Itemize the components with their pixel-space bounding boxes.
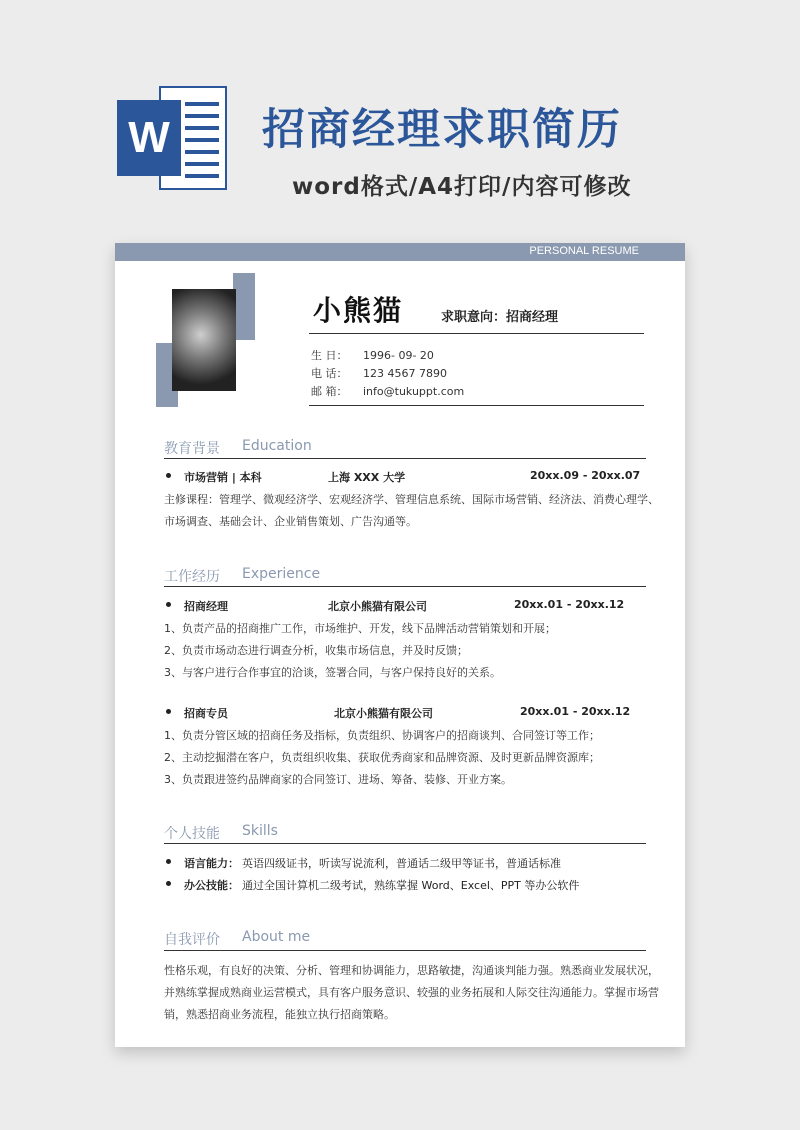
resume-tag: PERSONAL RESUME <box>529 245 639 257</box>
job-role: 招商经理 <box>184 600 228 613</box>
job-company: 北京小熊猫有限公司 <box>328 600 427 613</box>
info-value: info@tukuppt.com <box>363 385 465 398</box>
section-divider <box>164 843 646 844</box>
job-duty-line: 1、负责分管区域的招商任务及指标，负责组织、协调客户的招商谈判、合同签订等工作； <box>164 729 600 742</box>
banner-title: 招商经理求职简历 <box>262 105 622 155</box>
header-divider <box>309 333 644 334</box>
info-divider <box>309 405 644 406</box>
education-line: 主修课程：管理学、微观经济学、宏观经济学、管理信息系统、国际市场营销、经济法、消费心理学、 <box>164 493 659 506</box>
info-phone <box>311 365 447 381</box>
section-title-en: Experience <box>242 566 321 582</box>
info-label: 生 日： <box>311 349 348 362</box>
job-duty-line: 3、与客户进行合作事宜的洽谈，签署合同，与客户保持良好的关系。 <box>164 666 501 679</box>
section-title-en: About me <box>242 929 311 945</box>
bullet-icon <box>166 473 171 478</box>
resume-page <box>115 243 685 1047</box>
banner-subtitle: word格式/A4打印/内容可修改 <box>292 174 632 200</box>
info-label: 电 话： <box>311 367 348 380</box>
job-intent: 求职意向：招商经理 <box>441 310 559 325</box>
candidate-name: 小熊猫 <box>313 294 404 327</box>
job-role: 招商专员 <box>184 707 228 720</box>
section-title: 自我评价 <box>164 932 220 948</box>
profile-photo <box>172 289 236 391</box>
job-company: 北京小熊猫有限公司 <box>334 707 433 720</box>
section-heading-experience <box>164 566 321 586</box>
section-heading-about <box>164 929 311 949</box>
info-email <box>311 383 464 399</box>
promo-banner <box>0 0 800 232</box>
section-title-en: Education <box>242 438 312 454</box>
bullet-icon <box>166 602 171 607</box>
resume-top-bar <box>115 243 685 261</box>
section-title: 工作经历 <box>164 569 220 585</box>
word-document-icon <box>117 86 229 190</box>
info-label: 邮 箱： <box>311 385 348 398</box>
education-line: 市场调查、基础会计、企业销售策划、广告沟通等。 <box>164 515 417 528</box>
bullet-icon <box>166 709 171 714</box>
job-duty-line: 1、负责产品的招商推广工作，市场维护、开发，线下品牌活动营销策划和开展； <box>164 622 556 635</box>
education-school: 上海 XXX 大学 <box>328 471 406 484</box>
about-line: 并熟练掌握成熟商业运营模式，具有客户服务意识、较强的业务拓展和人际交往沟通能力。掌握市场营 <box>164 986 659 999</box>
skill-label: 办公技能： <box>184 879 239 892</box>
job-period: 20xx.01 - 20xx.12 <box>520 705 631 718</box>
info-value: 123 4567 7890 <box>363 367 447 380</box>
education-major: 市场营销 | 本科 <box>184 471 262 484</box>
section-divider <box>164 458 646 459</box>
section-title-en: Skills <box>242 823 278 839</box>
skill-value: 英语四级证书，听读写说流利，普通话二级甲等证书，普通话标准 <box>242 857 561 870</box>
job-duty-line: 2、负责市场动态进行调查分析，收集市场信息，并及时反馈； <box>164 644 468 657</box>
about-line: 销，熟悉招商业务流程，能独立执行招商策略。 <box>164 1008 395 1021</box>
job-period: 20xx.01 - 20xx.12 <box>514 598 625 611</box>
education-period: 20xx.09 - 20xx.07 <box>530 469 641 482</box>
job-duty-line: 2、主动挖掘潜在客户，负责组织收集、获取优秀商家和品牌资源、及时更新品牌资源库； <box>164 751 600 764</box>
about-line: 性格乐观，有良好的决策、分析、管理和协调能力，思路敏捷，沟通谈判能力强。熟悉商业发展状况， <box>164 964 659 977</box>
section-heading-education <box>164 438 312 458</box>
job-duty-line: 3、负责跟进签约品牌商家的合同签订、进场、筹备、装修、开业方案。 <box>164 773 512 786</box>
decorative-block-top <box>233 273 255 340</box>
info-value: 1996- 09- 20 <box>363 349 434 362</box>
bullet-icon <box>166 881 171 886</box>
section-title: 个人技能 <box>164 826 220 842</box>
section-divider <box>164 586 646 587</box>
skill-label: 语言能力： <box>184 857 239 870</box>
info-birthday <box>311 347 434 363</box>
bullet-icon <box>166 859 171 864</box>
section-divider <box>164 950 646 951</box>
section-heading-skills <box>164 823 278 843</box>
skill-value: 通过全国计算机二级考试，熟练掌握 Word、Excel、PPT 等办公软件 <box>242 879 580 892</box>
section-title: 教育背景 <box>164 441 220 457</box>
word-badge-letter: W <box>117 100 181 176</box>
